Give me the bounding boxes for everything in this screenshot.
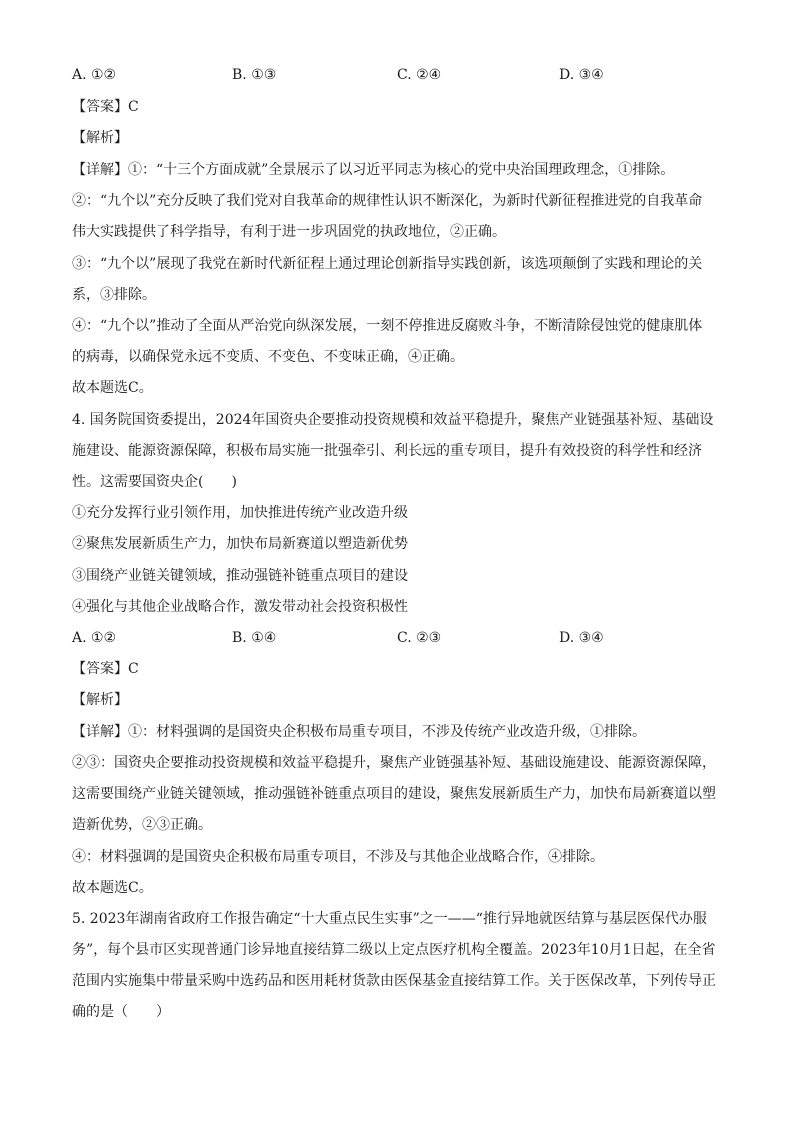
q5-stem-line: 范围内实施集中带量采购中选药品和医用耗材货款由医保基金直接结算工作。关于医保改革，下列传导正 bbox=[72, 973, 716, 989]
q3-analysis-title: 【解析】 bbox=[72, 130, 128, 146]
q4-answer: 【答案】C bbox=[72, 661, 139, 677]
q4-analysis-line: 这需要围绕产业链关键领域，推动强链补链重点项目的建设，聚焦发展新质生产力，加快布局新赛道以塑 bbox=[72, 786, 716, 802]
q4-stem-line: 性。这需要国资央企( ) bbox=[72, 474, 237, 490]
q5-stem-line: 务”，每个县市区实现普通门诊异地直接结算二级以上定点医疗机构全覆盖。2023年10月1日起，在全省 bbox=[72, 942, 716, 958]
q3-analysis-line: ②：“九个以”充分反映了我们党对自我革命的规律性认识不断深化，为新时代新征程推进党的自我革命 bbox=[72, 193, 703, 209]
q4-analysis-line: 造新优势，②③正确。 bbox=[72, 817, 212, 833]
q4-option-b: B. ①④ bbox=[232, 630, 277, 646]
q4-statement-2: ②聚焦发展新质生产力，加快布局新赛道以塑造新优势 bbox=[72, 536, 408, 552]
q3-analysis-line: 系，③排除。 bbox=[72, 287, 156, 303]
q4-analysis-line: ④：材料强调的是国资央企积极布局重专项目，不涉及与其他企业战略合作，④排除。 bbox=[72, 849, 604, 865]
q3-analysis-line: 的病毒，以确保党永远不变质、不变色、不变味正确，④正确。 bbox=[72, 349, 464, 365]
q4-analysis-title: 【解析】 bbox=[72, 692, 128, 708]
q5-stem-line: 5. 2023年湖南省政府工作报告确定“十大重点民生实事”之一——“推行异地就医结算与基层医保代办服 bbox=[72, 911, 707, 927]
q4-option-c: C. ②③ bbox=[397, 630, 442, 646]
q4-statement-4: ④强化与其他企业战略合作，激发带动社会投资积极性 bbox=[72, 599, 408, 615]
q4-conclusion: 故本题选C。 bbox=[72, 880, 153, 896]
q3-answer: 【答案】C bbox=[72, 99, 139, 115]
q3-options bbox=[72, 65, 732, 85]
q3-option-d: D. ③④ bbox=[559, 67, 604, 83]
q4-statement-3: ③围绕产业链关键领域，推动强链补链重点项目的建设 bbox=[72, 568, 408, 584]
q3-analysis-line: ④：“九个以”推动了全面从严治党向纵深发展，一刻不停推进反腐败斗争，不断清除侵蚀党的健康肌体 bbox=[72, 318, 703, 334]
q3-option-c: C. ②④ bbox=[397, 67, 442, 83]
q3-conclusion: 故本题选C。 bbox=[72, 380, 153, 396]
q4-options bbox=[72, 628, 732, 648]
q5-stem-line: 确的是（ ） bbox=[72, 1004, 170, 1020]
q4-option-d: D. ③④ bbox=[559, 630, 604, 646]
q4-stem-line: 施建设、能源资源保障，积极布局实施一批强牵引、利长远的重专项目，提升有效投资的科学性和经济 bbox=[72, 443, 702, 459]
q4-analysis-line: ②③：国资央企要推动投资规模和效益平稳提升，聚焦产业链强基补短、基础设施建设、能源资源保障， bbox=[72, 755, 716, 771]
q3-option-a: A. ①② bbox=[72, 67, 117, 83]
q3-analysis-line: 【详解】①：“十三个方面成就”全景展示了以习近平同志为核心的党中央治国理政理念，①排除。 bbox=[72, 162, 675, 178]
q3-option-b: B. ①③ bbox=[232, 67, 277, 83]
q4-stem-line: 4. 国务院国资委提出，2024年国资央企要推动投资规模和效益平稳提升，聚焦产业链强基补短、基础设 bbox=[72, 412, 714, 428]
q3-analysis-line: 伟大实践提供了科学指导，有利于进一步巩固党的执政地位，②正确。 bbox=[72, 224, 506, 240]
q4-option-a: A. ①② bbox=[72, 630, 117, 646]
q4-statement-1: ①充分发挥行业引领作用，加快推进传统产业改造升级 bbox=[72, 505, 408, 521]
q4-analysis-line: 【详解】①：材料强调的是国资央企积极布局重专项目，不涉及传统产业改造升级，①排除。 bbox=[72, 724, 646, 740]
q3-analysis-line: ③：“九个以”展现了我党在新时代新征程上通过理论创新指导实践创新，该选项颠倒了实践和理论的关 bbox=[72, 256, 703, 272]
